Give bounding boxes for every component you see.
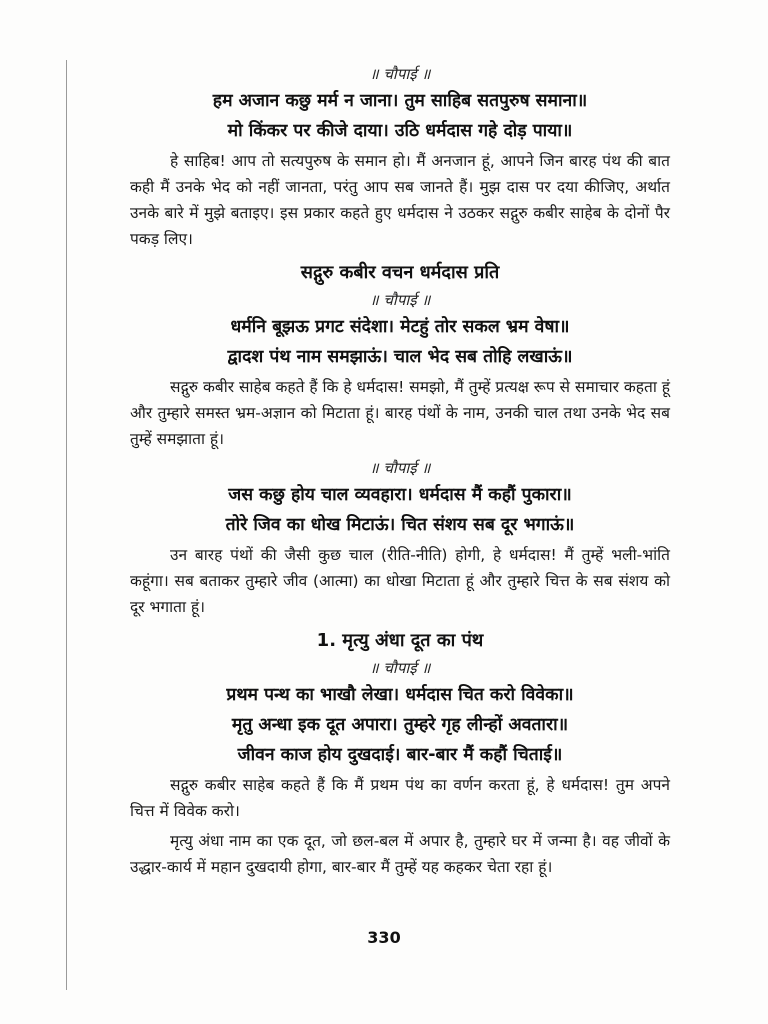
chaupai-label: ॥ चौपाई ॥ (369, 659, 431, 677)
verse-line: प्रथम पन्थ का भाखौ लेखा। धर्मदास चित करो विवेका॥ (226, 685, 574, 705)
verse-line: जीवन काज होय दुखदाई। बार-बार मैं कहौं चिताई॥ (237, 745, 563, 765)
section-heading: सद्गुरु कबीर वचन धर्मदास प्रति (300, 262, 500, 283)
prose-paragraph: हे साहिब! आप तो सत्यपुरुष के समान हो। मैं अनजान हूं, आपने जिन बारह पंथ की बात कही मैं उनके भेद को नहीं जानता, परंतु आप सब जानते हैं। मुझ दास पर दया कीजिए, अर्थात उनके बारे में मुझे बताइए। इस प्रकार कहते हुए धर्मदास ने उठकर सद्गुरु कबीर साहेब के दोनों पैर पकड़ लिए। (130, 152, 670, 248)
prose-paragraph: सद्गुरु कबीर साहेब कहते हैं कि मैं प्रथम पंथ का वर्णन करता हूं, हे धर्मदास! तुम अपने चित्त में विवेक करो। (130, 776, 670, 820)
chaupai-label: ॥ चौपाई ॥ (369, 291, 431, 309)
chaupai-label: ॥ चौपाई ॥ (369, 65, 431, 83)
verse-line: हम अजान कछु मर्म न जाना। तुम साहिब सतपुरुष समाना॥ (212, 91, 588, 111)
chaupai-label: ॥ चौपाई ॥ (369, 459, 431, 477)
verse-line: मो किंकर पर कीजे दाया। उठि धर्मदास गहे दोड़ पाया॥ (227, 121, 573, 141)
binding-margin-line (66, 60, 67, 990)
page-number: 330 (367, 928, 401, 947)
page-content (130, 62, 670, 884)
section-heading: 1. मृत्यु अंधा दूत का पंथ (316, 630, 484, 651)
verse-line: द्वादश पंथ नाम समझाऊं। चाल भेद सब तोहि लखाऊं॥ (227, 347, 573, 367)
verse-line: धर्मनि बूझऊ प्रगट संदेशा। मेटहुं तोर सकल भ्रम वेषा॥ (230, 317, 570, 337)
prose-paragraph: उन बारह पंथों की जैसी कुछ चाल (रीति-नीति) होगी, हे धर्मदास! मैं तुम्हें भली-भांति कहूंगा। सब बताकर तुम्हारे जीव (आत्मा) का धोखा मिटाता हूं और तुम्हारे चित्त के सब संशय को दूर भगाता हूं। (130, 546, 670, 616)
verse-line: जस कछु होय चाल व्यवहारा। धर्मदास मैं कहौं पुकारा॥ (228, 485, 572, 505)
verse-line: मृतु अन्धा इक दूत अपारा। तुम्हरे गृह लीन्हों अवतारा॥ (231, 715, 569, 735)
verse-line: तोरे जिव का धोख मिटाऊं। चित संशय सब दूर भगाऊं॥ (225, 515, 575, 535)
prose-paragraph: मृत्यु अंधा नाम का एक दूत, जो छल-बल में अपार है, तुम्हारे घर में जन्मा है। वह जीवों के उद्धार-कार्य में महान दुखदायी होगा, बार-बार मैं तुम्हें यह कहकर चेता रहा हूं। (130, 832, 670, 876)
prose-paragraph: सद्गुरु कबीर साहेब कहते हैं कि हे धर्मदास! समझो, मैं तुम्हें प्रत्यक्ष रूप से समाचार कहता हूं और तुम्हारे समस्त भ्रम-अज्ञान को मिटाता हूं। बारह पंथों के नाम, उनकी चाल तथा उनके भेद सब तुम्हें समझाता हूं। (130, 378, 670, 448)
